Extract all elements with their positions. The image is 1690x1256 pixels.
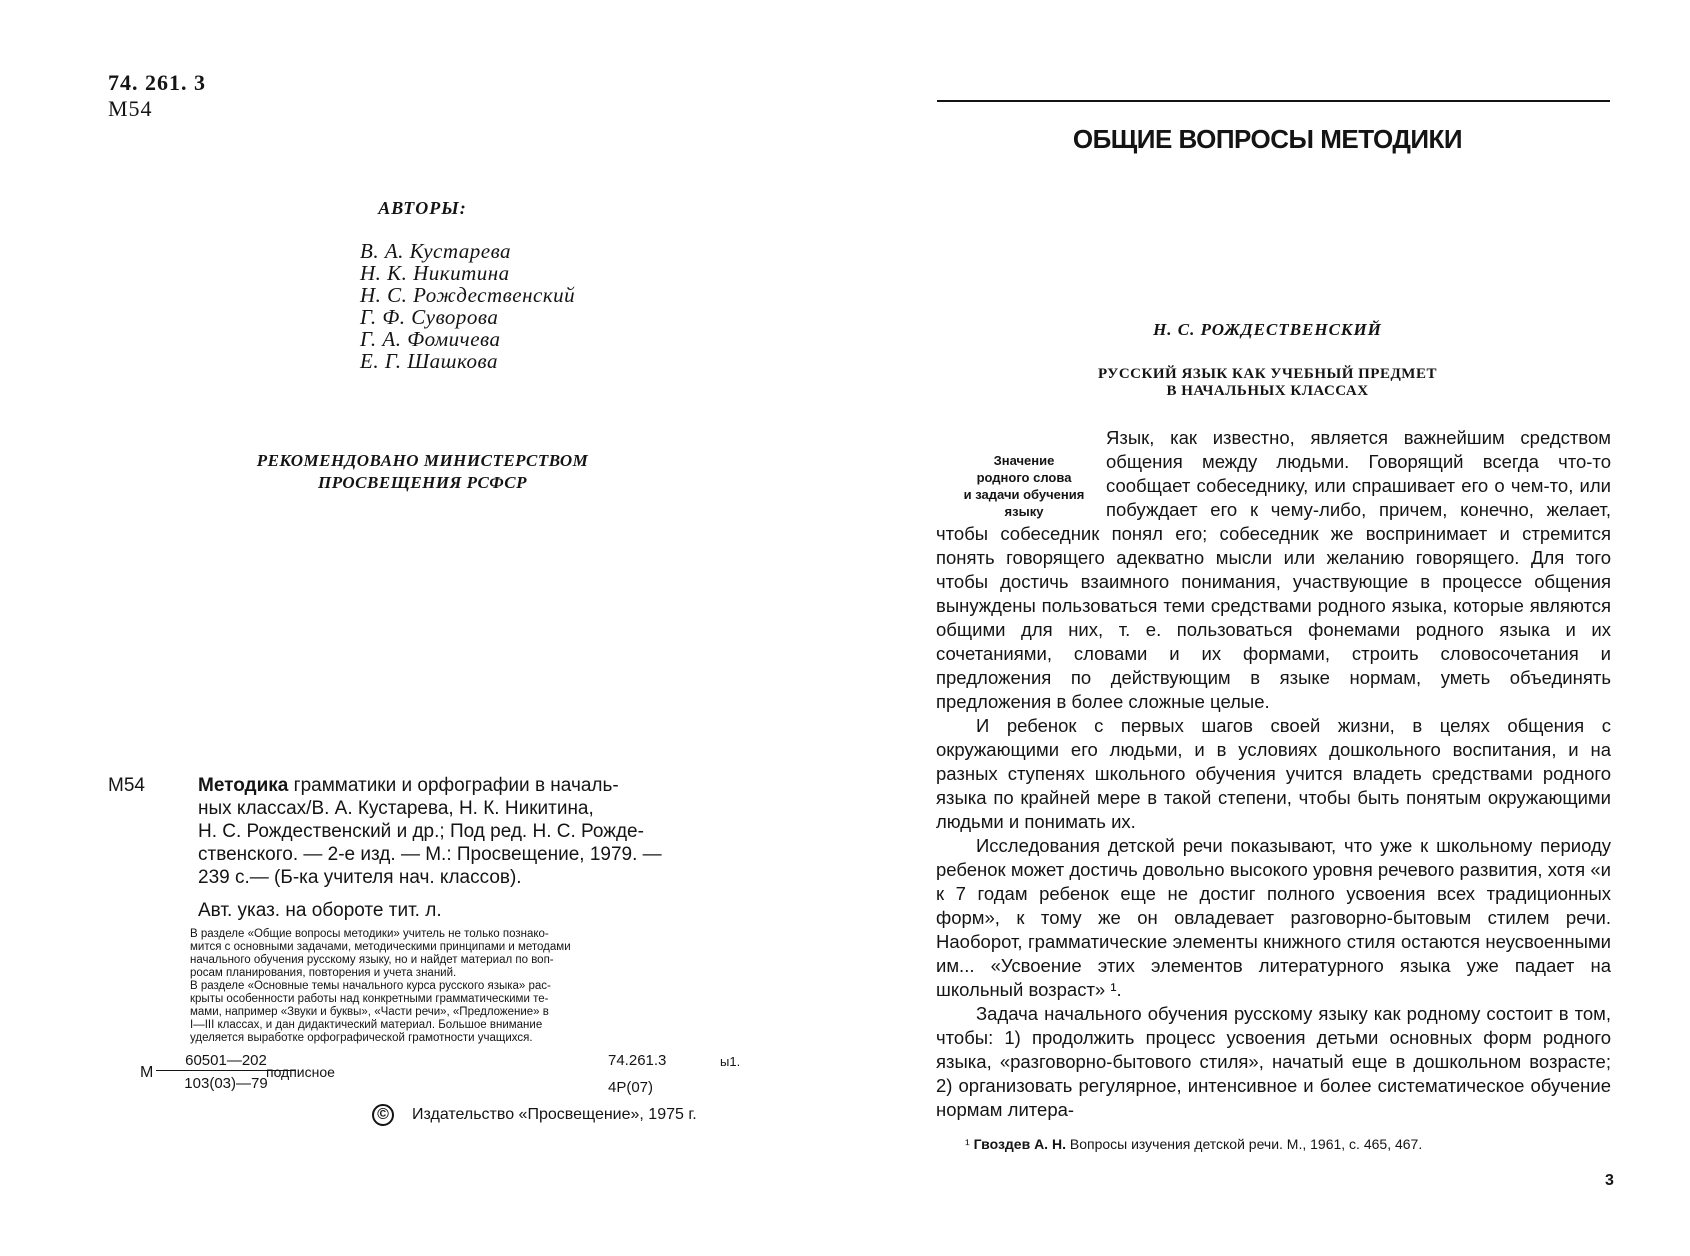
bbk-code-2: М54 (108, 96, 153, 121)
classmark-bbk-b: 4Р(07) (608, 1079, 654, 1096)
annotation-line: уделяется выработке орфографической грамотности учащихся. (190, 1032, 533, 1044)
authors-heading: АВТОРЫ: (378, 198, 467, 218)
copyright-icon: © (372, 1104, 394, 1126)
author-name: Г. Ф. Суворова (360, 305, 499, 329)
author-name: В. А. Кустарева (360, 239, 512, 263)
biblio-line: Н. С. Рождественский и др.; Под ред. Н. С. Рожде- (198, 821, 644, 842)
annotation-line: мится с основными задачами, методическими принципами и методами (190, 941, 571, 953)
bbk-code (108, 70, 206, 122)
recommended-note (0, 450, 845, 494)
recommended-line: РЕКОМЕНДОВАНО МИНИСТЕРСТВОМ (256, 451, 589, 470)
annotation-line: В разделе «Общие вопросы методики» учитель не только познако- (190, 928, 549, 940)
classmark-group: ы1. (720, 1054, 741, 1069)
paragraph-text: Язык, как известно, является важнейшим средством общения между людьми. Говорящий всегда что-то сообщает собеседнику, или спрашивает его о чем-то, или побуждает его к чему-либо, причем, конечно, желает, чтобы собеседник понял его; собеседник же воспринимает и стремится понять говорящего адекватно мысли или желанию говорящего. Для того чтобы достичь взаимного понимания, участвующие в процессе общения вынуждены пользоваться теми средствами родного языка, которые являются общими для них, т. е. пользоваться фонемами родного языка и их сочетаниями, словами и их формами, строить словосочетания и предложения по действующим в языке нормам, уметь объединять предложения в более сложные целые. (936, 427, 1611, 712)
biblio-text (198, 774, 708, 889)
paragraph: И ребенок с первых шагов своей жизни, в целях общения с окружающими его людьми, и в условиях дошкольного воспитания, и на разных ступенях школьного обучения учится владеть средствами родного языка по крайней мере в такой степени, чтобы быть понятым окружающими людьми и понимать их. (936, 715, 1611, 832)
biblio-code: М54 (108, 775, 145, 796)
footnote-text: Вопросы изучения детской речи. М., 1961, с. 465, 467. (1065, 1136, 1423, 1152)
footnote-author: Гвоздев А. Н. (973, 1136, 1066, 1152)
classmark-numerator: 60501—202 (156, 1052, 296, 1071)
margin-note-line: родного слова (976, 470, 1072, 485)
annotation-line: крыты особенности работы над конкретными грамматическими те- (190, 993, 549, 1005)
author-name: Г. А. Фомичева (360, 327, 501, 351)
annotation-line: В разделе «Основные темы начального курса русского языка» рас- (190, 980, 551, 992)
annotation-line: росам планирования, повторения и учета знаний. (190, 967, 457, 979)
chapter-author: Н. С. РОЖДЕСТВЕНСКИЙ (1153, 320, 1382, 339)
copyright (372, 1104, 697, 1126)
biblio-title: Методика (198, 775, 289, 796)
classmark-bbk (608, 1052, 666, 1096)
footnote (965, 1136, 1422, 1152)
margin-note-line: и задачи обучения (963, 487, 1085, 502)
annotation-line: I—III классах, и дан дидактический материал. Большое внимание (190, 1019, 543, 1031)
section-title: ОБЩИЕ ВОПРОСЫ МЕТОДИКИ (1072, 124, 1463, 154)
classmark-letter: М (140, 1064, 154, 1081)
annotation-line: мами, например «Звуки и буквы», «Части речи», «Предложение» в (190, 1006, 549, 1018)
chapter-title-line: В НАЧАЛЬНЫХ КЛАССАХ (1166, 383, 1369, 399)
copyright-text: Издательство «Просвещение», 1975 г. (412, 1106, 697, 1123)
bibliographic-record (108, 774, 708, 889)
author-name: Н. С. Рождественский (360, 283, 576, 307)
paragraph: Исследования детской речи показывают, что уже к школьному периоду ребенок может достичь довольно высокого уровня речевого развития, хотя «и к 7 годам ребенок еще не достиг полного усвоения всех традиционных форм», к тому же он овладевает разговорно-бытовым стилем речи. Наоборот, грамматические элементы книжного стиля остаются неусвоенными им... «Усвоение этих элементов литературного языка уже падает на школьный возраст» ¹. (936, 835, 1611, 1000)
bbk-code-1: 74. 261. 3 (108, 70, 206, 95)
margin-note-line: языку (1004, 504, 1044, 519)
author-note: Авт. указ. на обороте тит. л. (198, 900, 442, 921)
recommended-line: ПРОСВЕЩЕНИЯ РСФСР (318, 473, 527, 492)
biblio-line: ных классах/В. А. Кустарева, Н. К. Никитина, (198, 798, 594, 819)
authors-list (360, 240, 575, 372)
chapter-title (845, 366, 1690, 400)
chapter-title-line: РУССКИЙ ЯЗЫК КАК УЧЕБНЫЙ ПРЕДМЕТ (1098, 366, 1437, 382)
right-page (845, 0, 1690, 1256)
margin-note (949, 452, 1099, 520)
footnote-mark: ¹ (965, 1136, 970, 1152)
top-rule (937, 100, 1610, 102)
biblio-line: 239 с.— (Б-ка учителя нач. классов). (198, 867, 522, 888)
paragraph: Задача начального обучения русскому языку как родному состоит в том, чтобы: 1) продолжить процесс усвоения детьми основных форм родного языка, «разговорно-бытового стиля», начатый еще в дошкольном возрасте; 2) организовать регулярное, интенсивное и более систематическое обучение нормам литера- (936, 1003, 1611, 1120)
annotation (190, 928, 718, 1045)
body-text (936, 426, 1611, 1122)
biblio-line: ственского. — 2-е изд. — М.: Просвещение, 1979. — (198, 844, 662, 865)
author-name: Н. К. Никитина (360, 261, 510, 285)
page-number: 3 (1605, 1172, 1614, 1189)
author-name: Е. Г. Шашкова (360, 349, 498, 373)
margin-note-line: Значение (993, 453, 1055, 468)
annotation-line: начального обучения русскому языку, но и найдет материал по воп- (190, 954, 554, 966)
biblio-line: грамматики и орфографии в началь- (288, 775, 619, 796)
classmark-bbk-a: 74.261.3 (608, 1052, 667, 1069)
classmark-denominator: 103(03)—79 (184, 1075, 268, 1092)
classmark-subscription: подписное (266, 1064, 335, 1080)
